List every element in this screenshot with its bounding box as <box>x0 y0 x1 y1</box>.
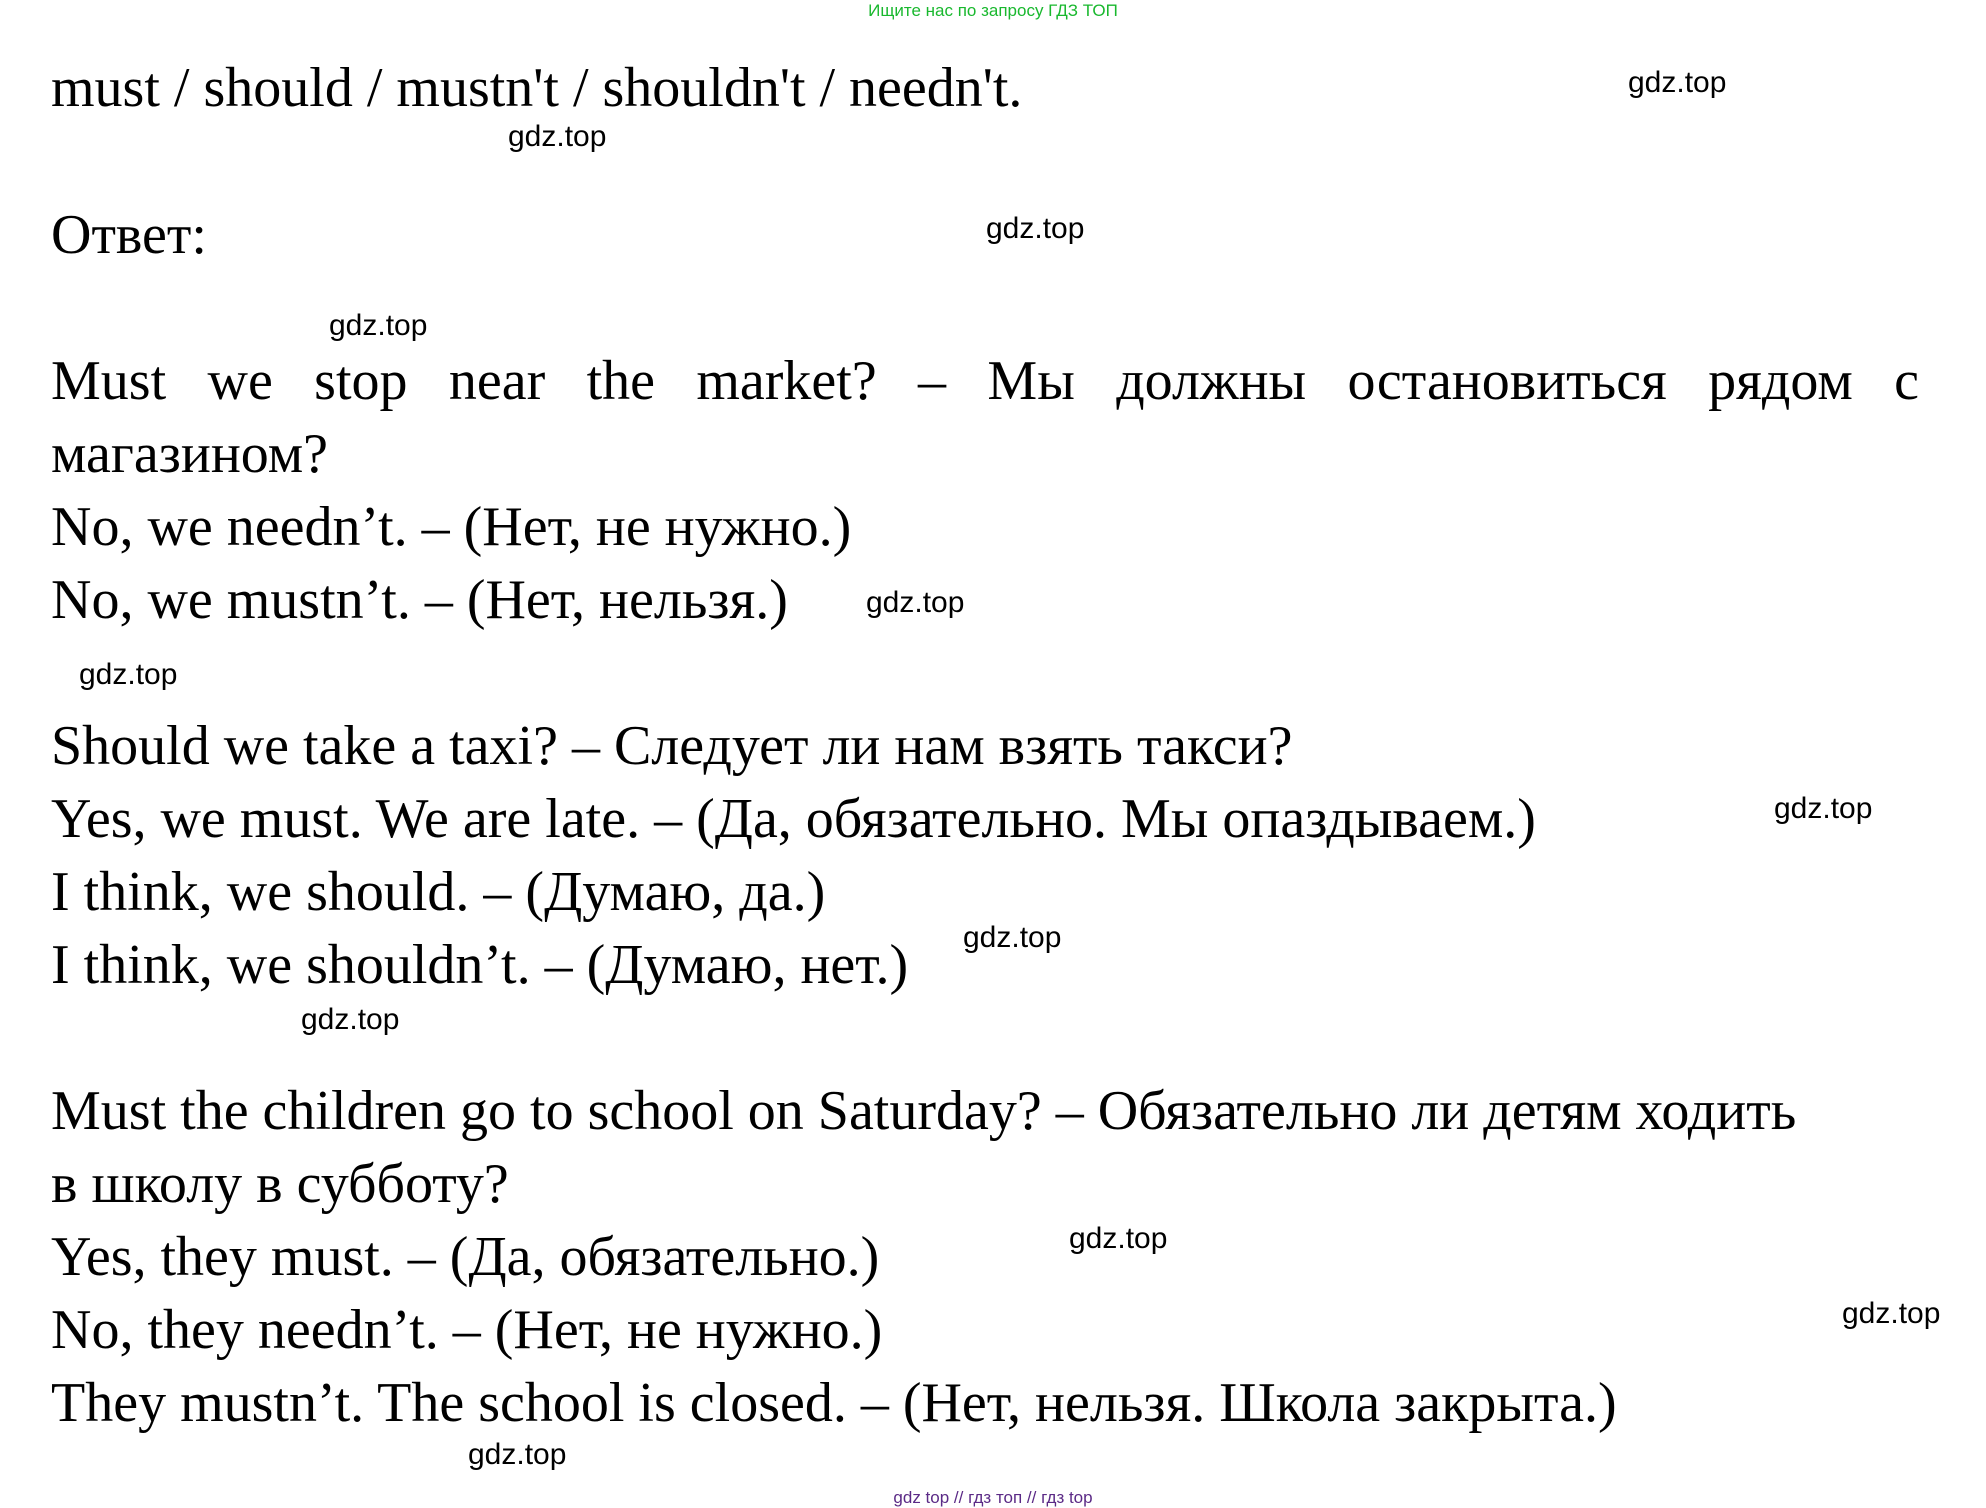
top-banner: Ищите нас по запросу ГДЗ ТОП <box>868 1 1118 20</box>
answer-line: No, we needn’t. – (Нет, не нужно.) <box>51 496 852 558</box>
watermark: gdz.top <box>1842 1297 1941 1330</box>
watermark: gdz.top <box>301 1003 400 1036</box>
watermark: gdz.top <box>1628 66 1727 99</box>
question-line: Should we take a taxi? – Следует ли нам взять такси? <box>51 715 1293 777</box>
watermark: gdz.top <box>468 1438 567 1471</box>
question-line: магазином? <box>51 423 329 485</box>
exercise-header: must / should / mustn't / shouldn't / needn't. <box>51 57 1023 119</box>
answer-line: They mustn’t. The school is closed. – (Нет, нельзя. Школа закрыта.) <box>51 1372 1617 1434</box>
answer-line: I think, we should. – (Думаю, да.) <box>51 861 826 923</box>
answer-line: Yes, they must. – (Да, обязательно.) <box>51 1226 880 1288</box>
answer-line: No, they needn’t. – (Нет, не нужно.) <box>51 1299 883 1361</box>
watermark: gdz.top <box>1069 1222 1168 1255</box>
watermark: gdz.top <box>866 586 965 619</box>
watermark: gdz.top <box>986 212 1085 245</box>
answer-label: Ответ: <box>51 204 207 266</box>
answer-line: I think, we shouldn’t. – (Думаю, нет.) <box>51 934 909 996</box>
footer: gdz top // гдз топ // гдз top <box>893 1488 1093 1507</box>
question-line: в школу в субботу? <box>51 1153 509 1215</box>
watermark: gdz.top <box>1774 792 1873 825</box>
question-line: Must we stop near the market? – Мы должны остановиться рядом с <box>51 350 1919 412</box>
answer-line: No, we mustn’t. – (Нет, нельзя.) <box>51 569 788 631</box>
watermark: gdz.top <box>79 658 178 691</box>
watermark: gdz.top <box>329 309 428 342</box>
watermark: gdz.top <box>508 120 607 153</box>
answer-line: Yes, we must. We are late. – (Да, обязательно. Мы опаздываем.) <box>51 788 1536 850</box>
watermark: gdz.top <box>963 921 1062 954</box>
question-line: Must the children go to school on Saturday? – Обязательно ли детям ходить <box>51 1080 1797 1142</box>
